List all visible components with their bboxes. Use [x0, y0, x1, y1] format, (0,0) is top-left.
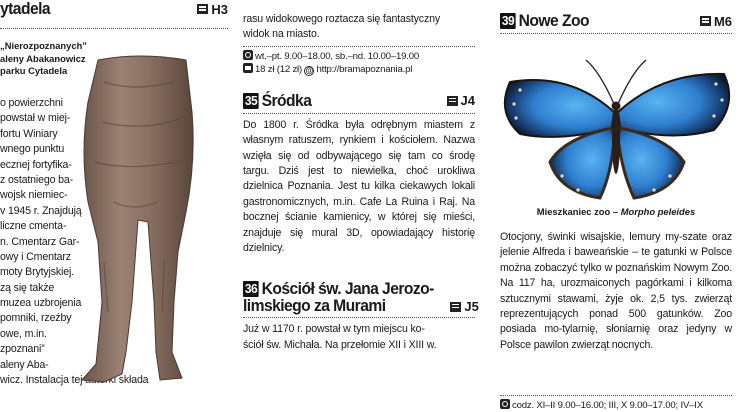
- intro-text: rasu widokowego roztacza się fantastyczny widok na miasto.: [243, 13, 440, 41]
- butterfly-image: [500, 42, 732, 202]
- photo-caption: „Nierozpoznanych” aleny Abakanowicz parku Cytadela: [0, 40, 87, 76]
- clock-icon: [500, 399, 510, 409]
- section-header-nowe-zoo: [500, 12, 732, 34]
- section-number: 36: [244, 281, 258, 297]
- map-icon: [700, 16, 711, 26]
- text-line: moty Brytyjskiej.: [0, 266, 74, 279]
- text-line: aleny Aba-: [0, 358, 49, 371]
- text-line: v 1945 r. Znajdują: [0, 204, 82, 217]
- visitor-info: [500, 392, 732, 412]
- clock-icon: [243, 50, 253, 60]
- text-line: pomniki, rzeźby: [0, 312, 72, 325]
- map-reference: M6: [700, 14, 732, 29]
- map-icon: [450, 302, 461, 312]
- text-line: z ostatniego ba-: [0, 173, 73, 186]
- text-line: wicz. Instalacja tej autorki składa: [0, 374, 149, 387]
- section-text: Już w 1170 r. powstał w tym miejscu ko- ściół św. Michała. Na przełomie XII i XIII w.: [243, 323, 437, 351]
- map-reference: J4: [447, 93, 475, 108]
- section-text: Do 1800 r. Śródka była odrębnym miastem z własnym ratuszem, rynkiem i kościołem. Nazwa wzięła się od odbywającego się tam co środę targu. Dziś jest to niewielka, choć urokliwa dzielnica Poznania. Jest tu kilka ciekawych lokali gastronomicznych, m.in. Cafe La Ruina i Raj. Na bocznej ścianie kamienicy, w której się mieści, znajduje się mural 3D, opowiadający historię dzielnicy.: [243, 118, 475, 255]
- opening-hours: wt.–pt. 9.00–18.00, sb.–nd. 10.00–19.00: [255, 50, 419, 62]
- ticket-price: 18 zł (12 zł): [255, 63, 302, 75]
- divider: [243, 46, 475, 47]
- section-header-kosciol: [243, 279, 479, 318]
- image-caption: Mieszkaniec zoo – Morpho peleides: [536, 206, 696, 217]
- map-icon: [197, 4, 208, 14]
- text-line: muzea uzbrojenia: [0, 297, 82, 310]
- divider: [500, 395, 732, 396]
- section-title: ytadela: [0, 0, 51, 18]
- section-header-srodka: [243, 92, 475, 114]
- map-reference: H3: [197, 2, 228, 17]
- text-line: n. Cmentarz Gar-: [0, 235, 80, 248]
- text-line: zpoznani”: [0, 343, 45, 356]
- text-line: powstał w miej-: [0, 112, 71, 125]
- column-cytadela: [0, 0, 228, 412]
- text-line: o powierzchni: [0, 97, 63, 109]
- section-number: 35: [244, 92, 258, 108]
- column-nowe-zoo: [500, 0, 732, 412]
- section-text: Otocjony, świnki wisajskie, lemury my-szate oraz jelenie Alfreda i baweańskie – te gatunki w Polsce można zobaczyć tylko w poznańskim Nowym Zoo. Na 117 ha, urozmaiconych pagórkami i kilkoma sztucznymi stawami, żyje ok. 2,5 tys. zwierząt reprezentujących ponad 500 gatunków. Zoo posiada mo-tylarnię, słoniarnię oraz jedyny w Polsce pawilon zwierząt nocnych.: [500, 231, 732, 351]
- opening-hours: codz. XI–II 9.00–16.00; III, X 9.00–17.00; IV–IX: [512, 400, 703, 411]
- section-number: 39: [501, 13, 515, 28]
- text-line: liczne cmenta-: [0, 220, 67, 233]
- text-line: zą się także: [0, 281, 55, 294]
- divider: [0, 28, 228, 29]
- section-title: Nowe Zoo: [518, 11, 589, 30]
- website-link[interactable]: http://bramapoznania.pl: [316, 63, 413, 75]
- text-line: owy i Cmentarz: [0, 250, 71, 263]
- section-title: Śródka: [261, 90, 312, 110]
- website-icon: @: [305, 65, 314, 75]
- sculpture-image: [74, 52, 206, 384]
- section-header-cytadela: [0, 0, 228, 21]
- map-reference: J5: [450, 299, 478, 314]
- text-line: owe, m.in.: [0, 327, 47, 340]
- column-middle: [243, 0, 479, 412]
- text-line: wojsk niemiec-: [0, 189, 68, 202]
- visitor-info: [243, 50, 475, 76]
- text-line: wnego punktu: [0, 143, 65, 156]
- ticket-icon: [243, 63, 253, 73]
- map-icon: [447, 96, 458, 106]
- section-title-line2: limskiego za Murami: [243, 296, 386, 316]
- text-line: ecznej fortyfika-: [0, 158, 72, 171]
- text-line: fortu Winiary: [0, 127, 58, 140]
- section-title-line1: Kościół św. Jana Jerozo-: [261, 279, 434, 299]
